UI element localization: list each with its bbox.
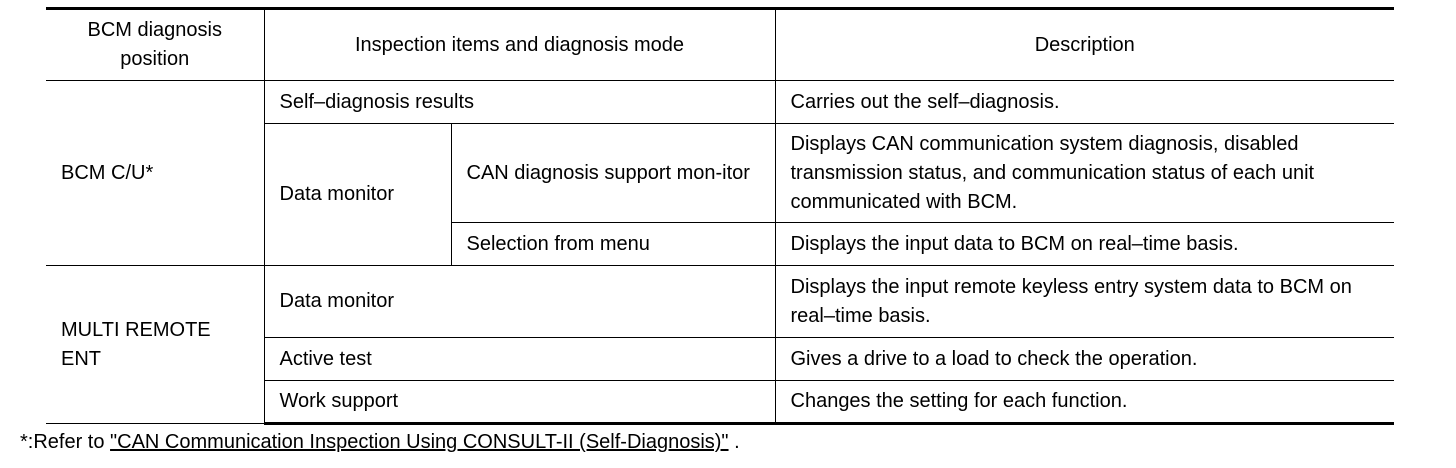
description-cell: Carries out the self–diagnosis. [775, 81, 1394, 124]
item-cell: Work support [264, 381, 775, 424]
bcm-diagnosis-table [46, 7, 1394, 425]
footnote [20, 431, 740, 454]
item-cell: Self–diagnosis results [264, 81, 775, 124]
description-cell: Displays CAN communication system diagnosis, disabled transmission status, and communication status of each unit communicated with BCM. [775, 124, 1394, 223]
sub-item-cell: CAN diagnosis support mon-itor [451, 124, 775, 223]
header-items: Inspection items and diagnosis mode [264, 9, 775, 81]
description-cell: Changes the setting for each function. [775, 381, 1394, 424]
position-cell-bcm: BCM C/U* [46, 81, 264, 266]
description-cell: Displays the input data to BCM on real–time basis. [775, 223, 1394, 266]
footnote-suffix: . [728, 431, 740, 453]
sub-item-cell: Selection from menu [451, 223, 775, 266]
table-row [46, 81, 1394, 124]
header-position: BCM diagnosis position [46, 9, 264, 81]
footnote-prefix: *:Refer to [20, 431, 111, 453]
description-cell: Displays the input remote keyless entry system data to BCM on real–time basis. [775, 266, 1394, 338]
table-header-row [46, 9, 1394, 81]
header-description: Description [775, 9, 1394, 81]
item-cell: Data monitor [264, 266, 775, 338]
footnote-link[interactable]: "CAN Communication Inspection Using CONSULT-II (Self-Diagnosis)" [110, 431, 729, 453]
item-cell: Active test [264, 338, 775, 381]
description-cell: Gives a drive to a load to check the operation. [775, 338, 1394, 381]
item-cell: Data monitor [264, 124, 451, 266]
position-cell-multi-remote: MULTI REMOTE ENT [46, 266, 264, 424]
table-row [46, 266, 1394, 338]
